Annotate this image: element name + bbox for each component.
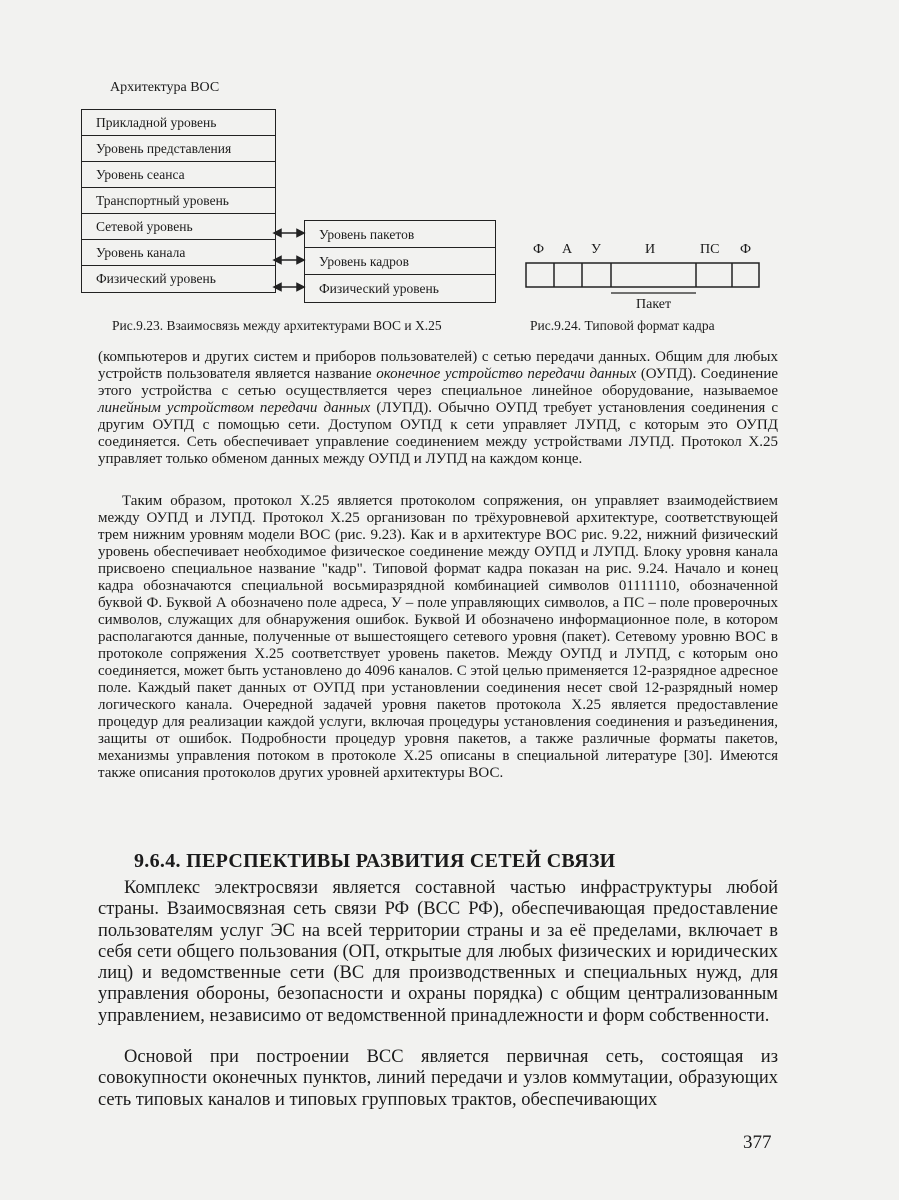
osi-layer: Уровень канала bbox=[82, 240, 275, 266]
page-number: 377 bbox=[743, 1132, 772, 1153]
x25-layer: Уровень кадров bbox=[305, 248, 495, 275]
frame-field-label: ПС bbox=[700, 242, 720, 257]
section-heading: 9.6.4. ПЕРСПЕКТИВЫ РАЗВИТИЯ СЕТЕЙ СВЯЗИ bbox=[134, 850, 616, 872]
paragraph-1: (компьютеров и других систем и приборов пользователей) с сетью передачи данных. Общим для любых устройств пользователя является название оконечное устройство передачи данных (ОУПД). Соединение этого устройства с сетью осуществляется через специальное линейное оборудование, называемое линейным устройством передачи данных (ЛУПД). Обычно ОУПД требует установления соединения с другим ОУПД с помощью сети. Доступом ОУПД к сети управляет ЛУПД, с которым это ОУПД соединяется. Сеть обеспечивает управление соединением между устройствами ЛУПД. Протокол Х.25 управляет только обменом данных между ОУПД и ЛУПД на каждом конце. bbox=[98, 349, 779, 467]
figure-924-caption: Рис.9.24. Типовой формат кадра bbox=[530, 318, 715, 333]
paragraph-3: Комплекс электросвязи является составной частью инфраструктуры любой страны. Взаимосвязная сеть связи РФ (ВСС РФ), обеспечивающая предоставление пользователям услуг ЭС на всей территории страны и за её пределами, включает в себя сети общего пользования (ОП, открытые для любых физических и юридических лиц) и ведомственные сети (ВС для производственных и специальных нужд, для управления обороны, безопасности и охраны порядка) с общим централизованным управлением, независимо от ведомственной принадлежности и форм собственности. bbox=[98, 878, 778, 1026]
figure-923-caption: Рис.9.23. Взаимосвязь между архитектурами ВОС и Х.25 bbox=[112, 318, 442, 333]
packet-label: Пакет bbox=[636, 297, 672, 312]
frame-field-label: И bbox=[645, 242, 656, 257]
paragraph-4: Основой при построении ВСС является первичная сеть, состоящая из совокупности оконечных пунктов, линий передачи и узлов коммутации, образующих сеть типовых каналов и типовых групповых трактов, обеспечивающих bbox=[98, 1047, 778, 1110]
osi-architecture-table bbox=[81, 109, 276, 293]
osi-layer: Прикладной уровень bbox=[82, 110, 275, 136]
frame-field-label: А bbox=[562, 242, 573, 257]
osi-layer: Транспортный уровень bbox=[82, 188, 275, 214]
frame-field-label: У bbox=[591, 242, 601, 257]
osi-layer: Физический уровень bbox=[96, 271, 216, 286]
x25-layer: Уровень пакетов bbox=[305, 221, 495, 248]
x25-layer: Физический уровень bbox=[319, 281, 439, 296]
frame-format-diagram bbox=[525, 262, 765, 302]
osi-layer: Уровень сеанса bbox=[82, 162, 275, 188]
paragraph-2: Таким образом, протокол Х.25 является протоколом сопряжения, он управляет взаимодействием между ОУПД и ЛУПД. Протокол Х.25 организован по трёхуровневой архитектуре, соответствующей трем нижним уровням модели ВОС (рис. 9.23). Как и в архитектуре ВОС рис. 9.22, нижний физический уровень обеспечивает необходимое физическое соединение между ОУПД и ЛУПД. Блоку уровня канала присвоено специальное название "кадр". Типовой формат кадра показан на рис. 9.24. Начало и конец кадра обозначаются специальной восьмиразрядной комбинацией символов 01111110, обозначенной буквой Ф. Буквой А обозначено поле адреса, У – поле управляющих символов, а ПС – поле проверочных символов, служащих для обнаружения ошибок. Буквой И обозначено информационное поле, в котором располагаются данные, полученные от вышестоящего сетевого уровня (пакет). Сетевому уровню ВОС в протоколе сопряжения Х.25 соответствует уровень пакетов. Между ОУПД и ЛУПД, с которым оно соединяется, может быть установлено до 4096 каналов. С этой целью применяется 12-разрядное адресное поле. Каждый пакет данных от ОУПД при установлении соединения несет свой 12-разрядный номер логического канала. Очередной задачей уровня пакетов протокола Х.25 является предоставление процедур для реализации каждой услуги, включая процедуры установления соединения и разъединения, защиты от ошибок. Подробности процедур уровня пакетов, а также различные форматы пакетов, механизмы управления потоком в протоколе Х.25 описаны в специальной литературе [30]. Имеются также описания протоколов других уровней архитектуры ВОС. bbox=[98, 493, 778, 781]
layer-correspondence-arrows bbox=[272, 220, 306, 302]
osi-layer: Сетевой уровень bbox=[82, 214, 275, 240]
x25-architecture-table bbox=[304, 220, 496, 303]
osi-layer: Уровень представления bbox=[82, 136, 275, 162]
frame-field-label: Ф bbox=[533, 242, 545, 257]
figure-title-osi: Архитектура ВОС bbox=[110, 80, 220, 95]
frame-field-label: Ф bbox=[740, 242, 752, 257]
